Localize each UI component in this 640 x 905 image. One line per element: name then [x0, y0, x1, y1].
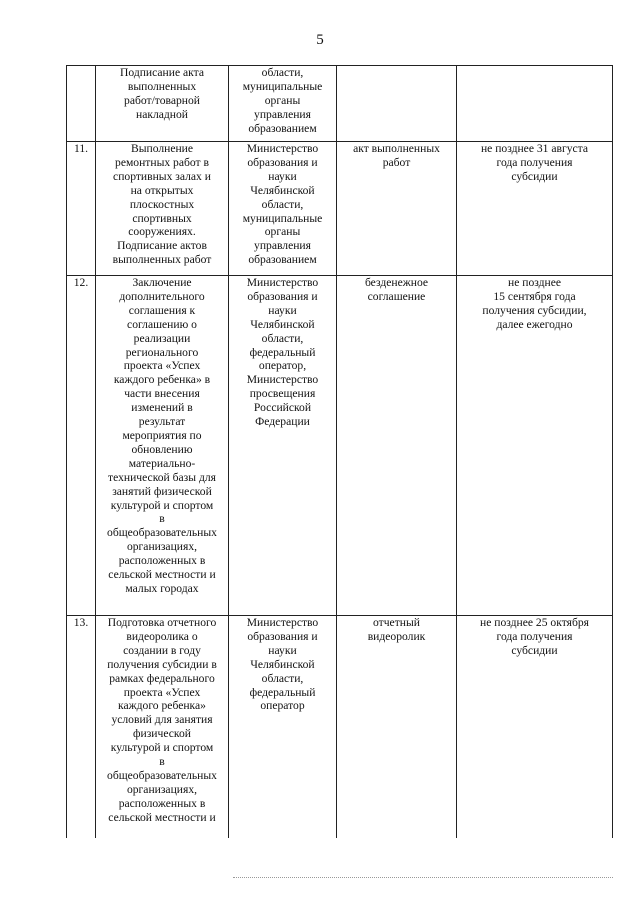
cell-text-line: общеобразовательных: [107, 526, 217, 540]
cell-text-line: работ: [382, 155, 411, 169]
cell-text-line: года получения: [496, 629, 573, 643]
action-cell: [96, 142, 229, 276]
cell-text-line: материально-: [128, 456, 196, 470]
table-body: [67, 66, 613, 838]
cell-text-line: спортивных залах и: [113, 169, 211, 183]
cell-text-line: Министерство: [246, 276, 319, 289]
cell-text-line: Федерации: [255, 415, 310, 429]
cell-text-line: Подготовка отчетного: [107, 616, 217, 629]
cell-text-line: управления: [254, 239, 311, 253]
row-number-cell: [67, 66, 96, 142]
cell-text-line: Выполнение: [130, 142, 194, 155]
cell-text-line: Заключение: [132, 276, 192, 289]
cell-text-line: занятий физической: [112, 484, 212, 498]
cell-text-line: науки: [268, 303, 297, 317]
cell-text-line: проекта «Успех: [123, 685, 201, 699]
cell-text-line: результат: [138, 415, 186, 429]
cell-text-line: расположенных в: [118, 796, 206, 810]
cell-text-line: Подписание акта: [119, 66, 204, 79]
cell-text-line: каждого ребенка» в: [113, 373, 211, 387]
responsible-cell: [229, 66, 337, 142]
cell-text-line: рамках федерального: [109, 671, 215, 685]
cell-text-line: видеоролик: [367, 629, 426, 643]
cell-text-line: акт выполненных: [353, 142, 440, 155]
cell-text-line: образования и: [247, 155, 318, 169]
page-number: 5: [316, 32, 324, 48]
cell-text-line: условий для занятия: [111, 713, 213, 727]
cell-text-line: субсидии: [511, 643, 558, 657]
cell-text-line: не позднее: [507, 276, 561, 289]
cell-text-line: отчетный: [373, 616, 420, 629]
cell-text-line: получения субсидии,: [482, 303, 587, 317]
cell-text-line: на открытых: [130, 183, 194, 197]
cell-text-line: безденежное: [364, 276, 429, 289]
cell-text-line: области,: [261, 66, 304, 79]
cell-text-line: Челябинской: [250, 657, 315, 671]
cell-text-line: года получения: [496, 155, 573, 169]
document-cell: [337, 276, 457, 616]
cell-text-line: работ/товарной: [124, 93, 200, 107]
cell-text-line: не позднее 25 октября: [480, 616, 589, 629]
footer-dotted-line: [233, 877, 613, 878]
cell-text-line: накладной: [135, 107, 189, 121]
table-row: [67, 616, 613, 838]
cell-text-line: физической: [133, 727, 191, 741]
cell-text-line: части внесения: [124, 387, 200, 401]
cell-text-line: выполненных работ: [112, 253, 212, 267]
cell-text-line: ремонтных работ в: [115, 155, 209, 169]
cell-text-line: области,: [261, 671, 304, 685]
cell-text-line: расположенных в: [118, 554, 206, 568]
cell-text-line: образованием: [248, 253, 317, 267]
cell-text-line: муниципальные: [242, 211, 323, 225]
cell-text-line: организациях,: [126, 782, 198, 796]
action-cell: [96, 66, 229, 142]
cell-text-line: создании в году: [123, 643, 201, 657]
cell-text-line: области,: [261, 197, 304, 211]
cell-text-line: обновлению: [131, 442, 193, 456]
cell-text-line: управления: [254, 107, 311, 121]
document-cell: [337, 616, 457, 838]
cell-text-line: проекта «Успех: [123, 359, 201, 373]
cell-text-line: Министерство: [246, 616, 319, 629]
cell-text-line: в: [159, 755, 165, 769]
cell-text-line: спортивных: [132, 211, 192, 225]
cell-text-line: федеральный: [249, 685, 316, 699]
cell-text-line: реализации: [133, 331, 191, 345]
cell-text-line: образования и: [247, 289, 318, 303]
cell-text-line: сооружениях.: [128, 225, 196, 239]
cell-text-line: муниципальные: [242, 79, 323, 93]
table-row: [67, 66, 613, 142]
cell-text-line: Министерство: [246, 142, 319, 155]
row-number-cell: 13.: [67, 616, 96, 838]
cell-text-line: оператор: [260, 699, 305, 713]
cell-text-line: образованием: [248, 121, 317, 135]
cell-text-line: образования и: [247, 629, 318, 643]
cell-text-line: просвещения: [249, 387, 316, 401]
cell-text-line: общеобразовательных: [107, 768, 217, 782]
cell-text-line: культурой и спортом: [110, 741, 214, 755]
cell-text-line: Министерство: [246, 373, 319, 387]
cell-text-line: Российской: [253, 401, 312, 415]
deadline-cell: [457, 142, 613, 276]
cell-text-line: не позднее 31 августа: [480, 142, 589, 155]
cell-text-line: далее ежегодно: [496, 317, 573, 331]
deadline-cell: [457, 616, 613, 838]
cell-text-line: Челябинской: [250, 317, 315, 331]
deadline-cell: [457, 66, 613, 142]
cell-text-line: науки: [268, 643, 297, 657]
cell-text-line: 15 сентября года: [493, 289, 576, 303]
cell-text-line: получения субсидии в: [107, 657, 217, 671]
cell-text-line: соглашению о: [127, 317, 197, 331]
row-number-cell: 11.: [67, 142, 96, 276]
cell-text-line: соглашения к: [128, 303, 196, 317]
deadline-cell: [457, 276, 613, 616]
table-row: [67, 142, 613, 276]
cell-text-line: Челябинской: [250, 183, 315, 197]
cell-text-line: изменений в: [131, 401, 193, 415]
document-cell: [337, 142, 457, 276]
cell-text-line: организациях,: [126, 540, 198, 554]
cell-text-line: федеральный: [249, 345, 316, 359]
cell-text-line: в: [159, 512, 165, 526]
responsible-cell: [229, 276, 337, 616]
cell-text-line: технической базы для: [108, 470, 216, 484]
cell-text-line: малых городах: [125, 581, 199, 595]
responsible-cell: [229, 142, 337, 276]
cell-text-line: выполненных: [127, 79, 197, 93]
cell-text-line: каждого ребенка»: [118, 699, 206, 713]
action-cell: [96, 616, 229, 838]
cell-text-line: видеоролика о: [126, 629, 198, 643]
cell-text-line: плоскостных: [129, 197, 195, 211]
cell-text-line: дополнительного: [119, 289, 205, 303]
cell-text-line: органы: [264, 93, 301, 107]
cell-text-line: соглашение: [367, 289, 426, 303]
cell-text-line: культурой и спортом: [110, 498, 214, 512]
cell-text-line: области,: [261, 331, 304, 345]
row-number-cell: 12.: [67, 276, 96, 616]
cell-text-line: мероприятия по: [122, 428, 202, 442]
document-cell: [337, 66, 457, 142]
cell-text-line: сельской местности и: [108, 810, 216, 824]
cell-text-line: сельской местности и: [108, 568, 216, 582]
responsible-cell: [229, 616, 337, 838]
cell-text-line: науки: [268, 169, 297, 183]
table-row: [67, 276, 613, 616]
schedule-table: [66, 65, 613, 838]
cell-text-line: органы: [264, 225, 301, 239]
action-cell: [96, 276, 229, 616]
cell-text-line: Подписание актов: [117, 239, 207, 253]
cell-text-line: субсидии: [511, 169, 558, 183]
cell-text-line: регионального: [125, 345, 199, 359]
cell-text-line: оператор,: [258, 359, 307, 373]
